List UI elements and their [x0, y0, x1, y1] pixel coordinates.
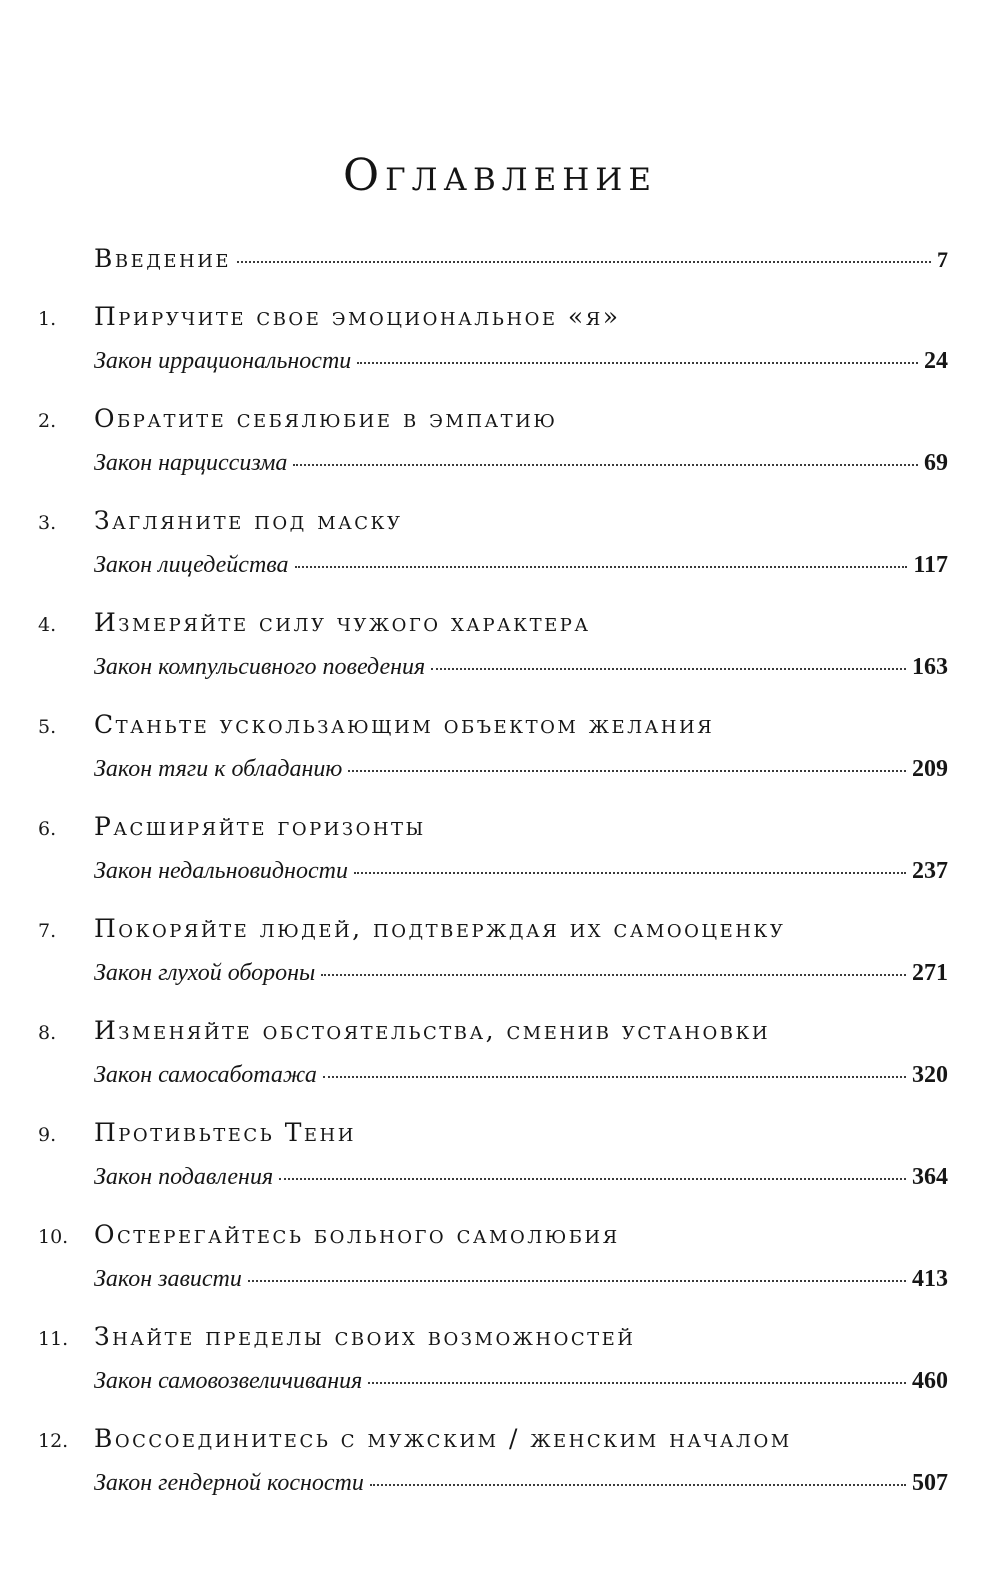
chapter-number: 10. [38, 1226, 69, 1248]
chapter-number: 11. [38, 1328, 69, 1350]
dot-leader [348, 770, 906, 772]
chapter-number: 12. [38, 1430, 69, 1452]
chapter-page-number: 364 [912, 1164, 948, 1190]
dot-leader [248, 1280, 906, 1282]
chapter-title: Измеряйте силу чужого характера [94, 608, 591, 637]
dot-leader [354, 872, 906, 874]
law-title: Закон недальновидности [94, 858, 348, 884]
chapter-page-number: 209 [912, 756, 948, 782]
toc-chapter-10[interactable] [38, 1220, 948, 1322]
toc-chapter-8[interactable] [38, 1016, 948, 1118]
toc-chapter-3[interactable] [38, 506, 948, 608]
chapter-page-number: 320 [912, 1062, 948, 1088]
chapter-page-number: 237 [912, 858, 948, 884]
page-title: Оглавление [343, 150, 657, 201]
dot-leader [279, 1178, 906, 1180]
law-title: Закон иррациональности [94, 348, 352, 374]
law-title: Закон подавления [94, 1164, 274, 1190]
chapter-number: 6. [38, 818, 57, 840]
chapter-number: 4. [38, 614, 57, 636]
chapter-number: 5. [38, 716, 57, 738]
chapter-number: 1. [38, 308, 57, 330]
law-title: Закон гендерной косности [94, 1470, 364, 1496]
dot-leader [370, 1484, 906, 1486]
chapter-page-number: 413 [912, 1266, 948, 1292]
chapter-number: 8. [38, 1022, 57, 1044]
law-title: Закон самовозвеличивания [94, 1368, 363, 1394]
chapter-title: Знайте пределы своих возможностей [94, 1322, 636, 1351]
chapter-title: Обратите себялюбие в эмпатию [94, 404, 558, 433]
chapter-page-number: 163 [912, 654, 948, 680]
dot-leader [357, 362, 918, 364]
chapter-page-number: 507 [912, 1470, 948, 1496]
law-title: Закон лицедейства [94, 552, 289, 578]
chapter-title: Воссоединитесь с мужским / женским началом [94, 1424, 792, 1453]
chapter-number: 7. [38, 920, 57, 942]
dot-leader [293, 464, 918, 466]
toc-chapter-12[interactable] [38, 1424, 948, 1526]
toc-chapter-5[interactable] [38, 710, 948, 812]
law-title: Закон компульсивного поведения [94, 654, 426, 680]
dot-leader [368, 1382, 906, 1384]
law-title: Закон тяги к обладанию [94, 756, 343, 782]
dot-leader [295, 566, 908, 568]
chapter-title: Станьте ускользающим объектом желания [94, 710, 715, 739]
chapter-page-number: 69 [924, 450, 948, 476]
toc-chapter-4[interactable] [38, 608, 948, 710]
chapter-title: Остерегайтесь больного самолюбия [94, 1220, 620, 1249]
toc-chapter-11[interactable] [38, 1322, 948, 1424]
toc-chapter-7[interactable] [38, 914, 948, 1016]
toc-chapter-9[interactable] [38, 1118, 948, 1220]
chapter-number: 2. [38, 410, 57, 432]
chapter-number: 3. [38, 512, 57, 534]
law-title: Закон зависти [94, 1266, 242, 1292]
chapter-page-number: 24 [924, 348, 948, 374]
law-title: Закон нарциссизма [94, 450, 288, 476]
toc-chapter-2[interactable] [38, 404, 948, 506]
intro-label: Введение [94, 244, 232, 273]
chapter-title: Покоряйте людей, подтверждая их самооценку [94, 914, 786, 943]
chapter-page-number: 271 [912, 960, 948, 986]
toc-chapter-6[interactable] [38, 812, 948, 914]
law-title: Закон глухой обороны [94, 960, 316, 986]
dot-leader [321, 974, 906, 976]
toc-intro-entry[interactable] [38, 244, 948, 288]
law-title: Закон самосаботажа [94, 1062, 317, 1088]
dot-leader [323, 1076, 906, 1078]
dot-leader [431, 668, 906, 670]
chapter-page-number: 460 [912, 1368, 948, 1394]
toc-chapter-1[interactable] [38, 302, 948, 404]
chapter-title: Противьтесь Тени [94, 1118, 356, 1147]
table-of-contents [38, 244, 948, 1526]
chapter-page-number: 117 [913, 552, 948, 578]
chapter-title: Приручите свое эмоциональное «я» [94, 302, 621, 331]
intro-page-number: 7 [937, 247, 948, 272]
chapter-title: Изменяйте обстоятельства, сменив установки [94, 1016, 771, 1045]
chapter-title: Расширяйте горизонты [94, 812, 426, 841]
chapter-number: 9. [38, 1124, 57, 1146]
dot-leader [237, 261, 931, 263]
chapter-title: Загляните под маску [94, 506, 403, 535]
